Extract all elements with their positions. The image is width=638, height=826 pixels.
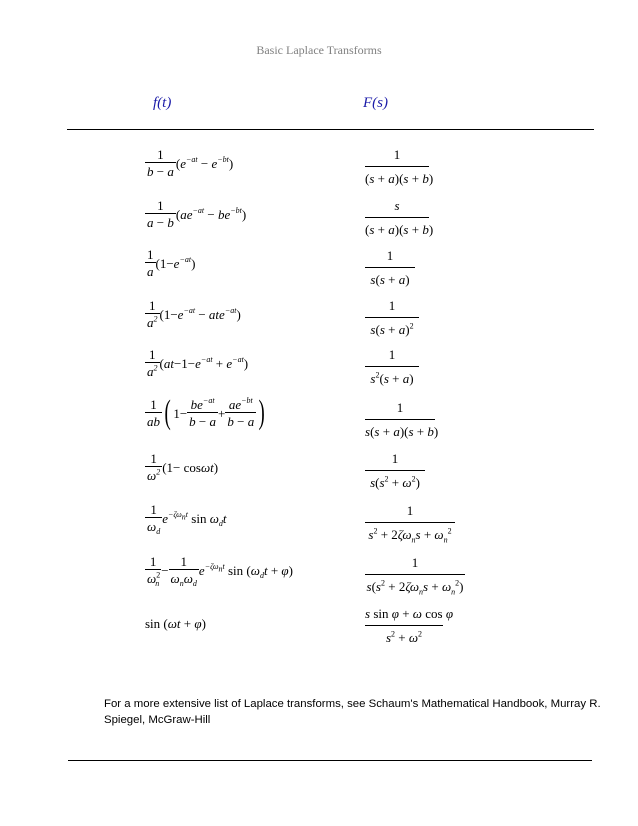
header-divider	[67, 129, 594, 130]
row-2-time-function: $\frac{1}{a - b}$ $(ae^{-at} - be^{-bt})$	[147, 198, 247, 230]
row-4-laplace: $\frac{1}{s(s + a)^2}$	[365, 298, 419, 338]
row-7-laplace: $\frac{1}{s(s^2 + \omega^2)}$	[365, 451, 425, 491]
row-3-time-function: $\frac{1}{a}$ $(1-e^{-at})$	[147, 247, 196, 279]
row-10-laplace: $\frac{\text{s sin φ + ω cos φ}}{s^2 + \omega^2}$	[365, 606, 454, 645]
row-1-laplace: $\frac{1}{(s + a)(s + b)}$	[365, 147, 434, 186]
row-8-laplace: 1 $s^2 + 2\zeta\omega_ns + \omega_n^2$	[365, 503, 455, 543]
row-9-time-function: $\frac{1}{\omega^2_n}$ − $\frac{1}{\omega_n\omega_d}$ $e^{-\zeta\omega_nt}$ $\sin (\omega_dt + \varphi)$	[147, 554, 293, 588]
row-10-time-function: sin (ωt + φ)	[145, 616, 206, 631]
reference-note: For a more extensive list of Laplace transforms, see Schaum's Mathematical Handbook, Murray R. Spiegel, McGraw-Hill	[104, 698, 601, 726]
row-6-time-function: $\frac{1}{ab}$ ( 1− $\frac{be^{-at}}{b - a}$ + $\frac{ae^{-bt}}{b - a}$ )	[147, 394, 265, 431]
row-2-laplace: $\frac{s}{(s + a)(s + b)}$	[365, 198, 434, 237]
row-5-laplace: $\frac{1}{s^2(s + a)}$	[365, 347, 419, 387]
row-7-time-function: $\frac{1}{\omega^2}$ (1− cosωt)	[147, 451, 219, 483]
column-header-laplace-transform: F(s)	[363, 95, 388, 111]
row-8-time-function: $\frac{1}{\omega_d}$ $e^{-\zeta\omega_nt}$ $\sin \omega_dt$	[147, 502, 227, 536]
row-6-laplace: $\frac{1}{s(s + a)(s + b)}$	[365, 400, 439, 439]
footer-divider	[68, 760, 592, 761]
row-9-laplace: 1 $s(s^2 + 2\zeta\omega_ns + \omega_n^2)$	[366, 555, 464, 597]
row-3-laplace: $\frac{1}{s(s + a)}$	[365, 248, 415, 288]
page-title: Basic Laplace Transforms	[256, 43, 382, 57]
row-1-time-function: $\frac{1}{b - a}$ $(e^{-at} - e^{-bt})$	[147, 147, 234, 179]
row-4-time-function: $\frac{1}{a^2}$ $(1-e^{-at} - ate^{-at})$	[147, 298, 241, 330]
row-5-time-function: $\frac{1}{a^2}$ $(at-1-e^{-at} + e^{-at})$	[147, 347, 249, 379]
column-header-time-function: f(t)	[153, 95, 172, 111]
